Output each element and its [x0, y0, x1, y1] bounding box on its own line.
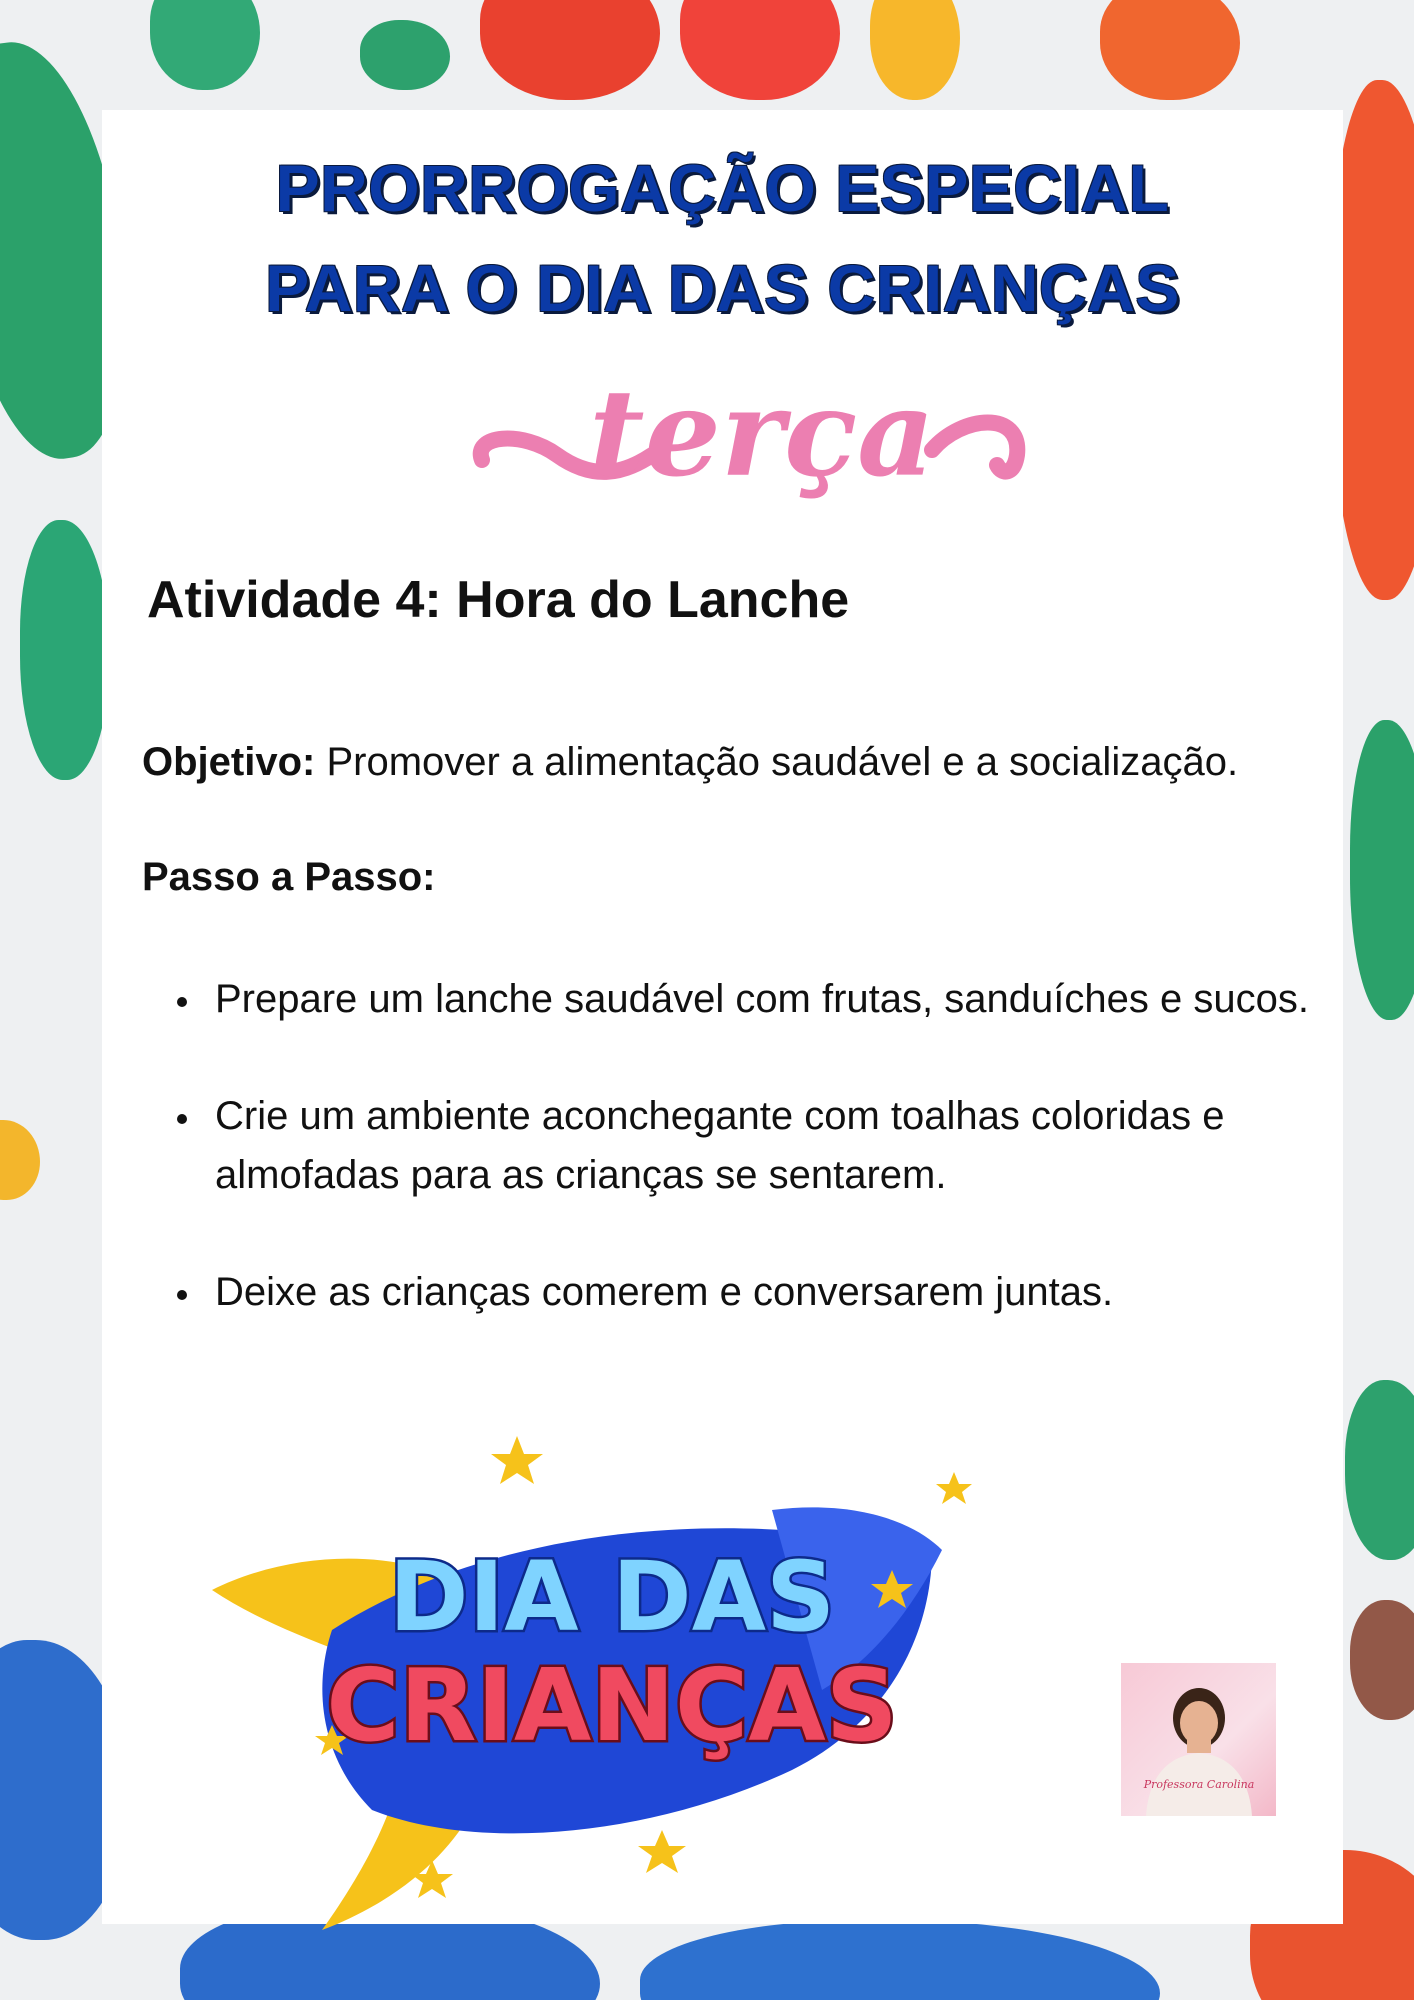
day-script-word [462, 355, 1032, 545]
headline-line-1: PRORROGAÇÃO ESPECIAL [275, 151, 1170, 225]
shirt-text: Professora Carolina [1143, 1778, 1255, 1791]
steps-label: Passo a Passo: [142, 855, 436, 899]
objective-text: Promover a alimentação saudável e a socialização. [315, 740, 1239, 784]
logo-line-2: CRIANÇAS [326, 1647, 898, 1764]
list-item: Prepare um lanche saudável com frutas, sanduíches e sucos. [142, 970, 1312, 1029]
person-icon [1121, 1663, 1276, 1816]
bullet-icon [177, 1290, 187, 1300]
objective-label: Objetivo: [142, 740, 316, 784]
teacher-avatar [1121, 1663, 1276, 1816]
star-icon [936, 1472, 972, 1504]
headline-line-2: PARA O DIA DAS CRIANÇAS [265, 251, 1180, 325]
dia-das-criancas-logo [172, 1430, 1032, 1930]
star-icon [491, 1436, 543, 1484]
activity-title: Atividade 4: Hora do Lanche [147, 571, 850, 629]
logo-line-1: DIA DAS [388, 1541, 836, 1653]
bullet-icon [177, 1114, 187, 1124]
headline [102, 138, 1343, 338]
objective [142, 740, 1238, 785]
rocket-icon [172, 1430, 1032, 1930]
steps-list [142, 970, 1312, 1380]
list-item: Deixe as crianças comerem e conversarem juntas. [142, 1263, 1312, 1322]
day-label: terça [589, 363, 935, 504]
list-item: Crie um ambiente aconchegante com toalhas coloridas e almofadas para as crianças se sentarem. [142, 1087, 1312, 1205]
content-card [102, 110, 1343, 1924]
bullet-icon [177, 997, 187, 1007]
star-icon [638, 1830, 686, 1873]
